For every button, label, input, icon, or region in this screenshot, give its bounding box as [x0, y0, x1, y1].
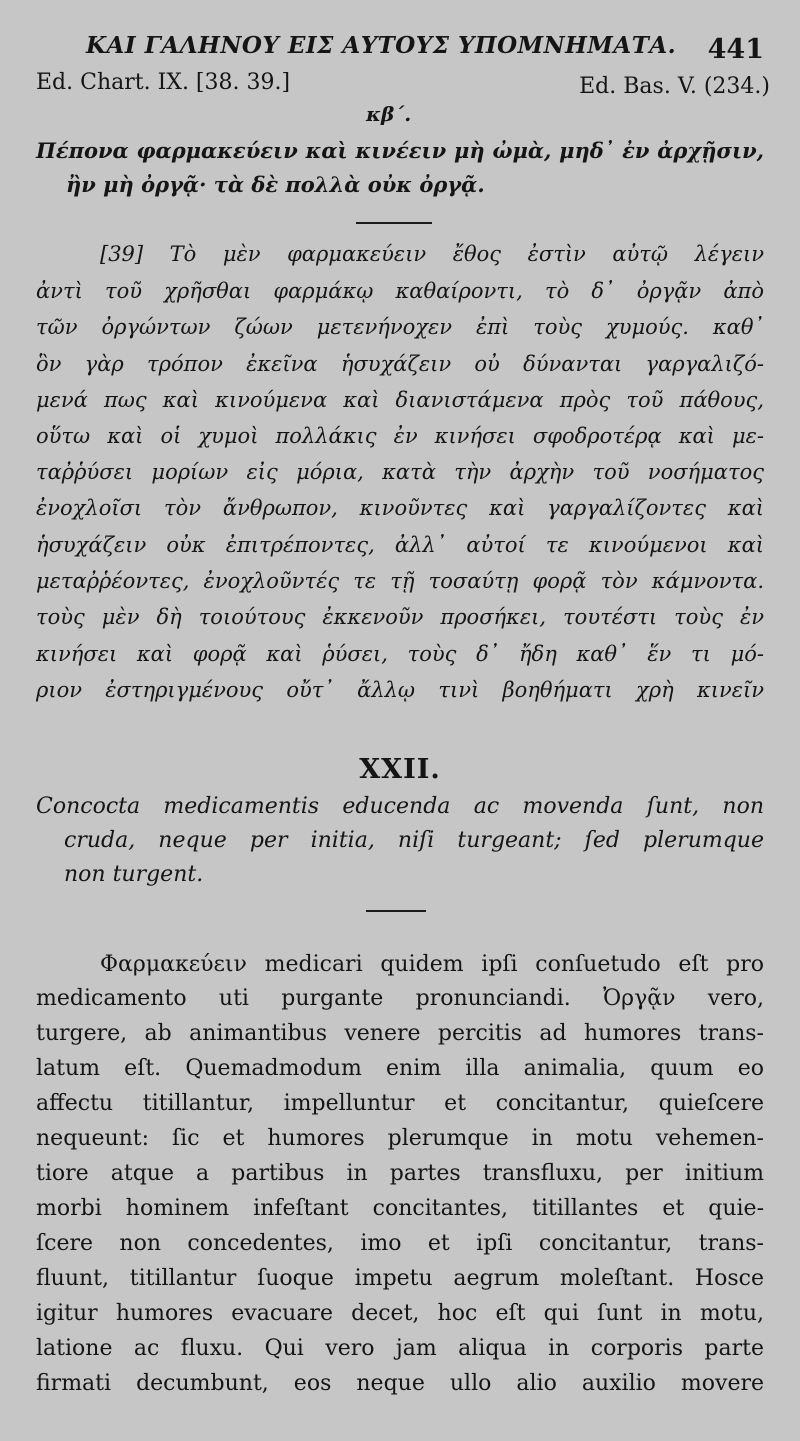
- latin-commentary-line: ſcere non concedentes, imo et ipſi concitantur, trans-: [36, 1231, 764, 1256]
- greek-commentary-line: ἐνοχλοῖσι τὸν ἄνθρωπον, κινοῦντες καὶ γαργαλίζοντες καὶ: [36, 496, 764, 520]
- latin-aphorism-line: Concocta medicamentis educenda ac movenda ſunt, non: [36, 794, 764, 819]
- section-divider: [356, 222, 432, 224]
- latin-commentary-line: igitur humores evacuare decet, hoc eſt qui ſunt in motu,: [36, 1301, 764, 1326]
- latin-commentary-line: morbi hominem infeſtant concitantes, titillantes et quie-: [36, 1196, 764, 1221]
- greek-commentary-line: μενά πως καὶ κινούμενα καὶ διανιστάμενα πρὸς τοῦ πάθους,: [36, 388, 764, 412]
- greek-commentary-line: ὃν γὰρ τρόπον ἐκεῖνα ἡσυχάζειν οὐ δύνανται γαργαλιζό-: [36, 352, 764, 376]
- greek-aphorism-line: Πέπονα φαρμακεύειν καὶ κινέειν μὴ ὠμὰ, μηδ᾽ ἐν ἀρχῇσιν,: [36, 138, 764, 163]
- edition-reference-right: Ed. Bas. V. (234.): [579, 74, 770, 99]
- page-number: 441: [707, 34, 764, 65]
- greek-commentary-line: μεταῤῥέοντες, ἐνοχλοῦντές τε τῇ τοσαύτῃ φορᾷ τὸν κάμνοντα.: [36, 569, 764, 593]
- latin-commentary-line: latum eſt. Quemadmodum enim illa animalia, quum eo: [36, 1056, 764, 1081]
- latin-commentary-line: tiore atque a partibus in partes transfluxu, per initium: [36, 1161, 764, 1186]
- greek-commentary-line: τῶν ὀργώντων ζώων μετενήνοχεν ἐπὶ τοὺς χυμούς. καθ᾽: [36, 315, 764, 339]
- greek-commentary-line: ἀντὶ τοῦ χρῆσθαι φαρμάκῳ καθαίροντι, τὸ δ᾽ ὀργᾷν ἀπὸ: [36, 279, 764, 303]
- greek-aphorism-line: ἢν μὴ ὀργᾷ· τὰ δὲ πολλὰ οὐκ ὀργᾷ.: [66, 172, 485, 197]
- latin-commentary-line: turgere, ab animantibus venere percitis ad humores trans-: [36, 1021, 764, 1046]
- greek-commentary-line: [39] Τὸ μὲν φαρμακεύειν ἔθος ἐστὶν αὐτῷ λέγειν: [100, 242, 764, 266]
- edition-reference-left: Ed. Chart. IX. [38. 39.]: [36, 70, 291, 95]
- latin-commentary-line: firmati decumbunt, eos neque ullo alio auxilio movere: [36, 1371, 764, 1396]
- latin-aphorism-line: cruda, neque per initia, niſi turgeant; ſed plerumque: [64, 828, 764, 853]
- greek-commentary-line: τοὺς μὲν δὴ τοιούτους ἐκκενοῦν προσήκει, τουτέστι τοὺς ἐν: [36, 605, 764, 629]
- greek-commentary-line: ἡσυχάζειν οὐκ ἐπιτρέποντες, ἀλλ᾽ αὐτοί τε κινούμενοι καὶ: [36, 533, 764, 557]
- latin-aphorism-line: non turgent.: [64, 862, 204, 887]
- latin-commentary-line: nequeunt: ſic et humores plerumque in motu vehemen-: [36, 1126, 764, 1151]
- latin-commentary-line: affectu titillantur, impelluntur et concitantur, quieſcere: [36, 1091, 764, 1116]
- latin-commentary-line: latione ac fluxu. Qui vero jam aliqua in corporis parte: [36, 1336, 764, 1361]
- section-divider: [366, 910, 426, 912]
- latin-commentary-line: Φαρμακεύειν medicari quidem ipſi conſuetudo eſt pro: [100, 952, 764, 977]
- latin-commentary-line: fluunt, titillantur ſuoque impetu aegrum moleſtant. Hosce: [36, 1266, 764, 1291]
- section-number: κβ΄.: [366, 102, 412, 126]
- running-title: ΚΑΙ ΓΑΛΗΝΟΥ ΕΙΣ ΑΥΤΟΥΣ ΥΠΟΜΝΗΜΑΤΑ.: [86, 32, 677, 59]
- latin-commentary-line: medicamento uti purgante pronunciandi. Ὀργᾷν vero,: [36, 986, 764, 1011]
- greek-commentary-line: ταῤῥύσει μορίων εἰς μόρια, κατὰ τὴν ἀρχὴν τοῦ νοσήματος: [36, 460, 764, 484]
- greek-commentary-line: κινήσει καὶ φορᾷ καὶ ῥύσει, τοὺς δ᾽ ἤδη καθ᾽ ἕν τι μό-: [36, 642, 764, 666]
- greek-commentary-line: οὕτω καὶ οἱ χυμοὶ πολλάκις ἐν κινήσει σφοδροτέρᾳ καὶ με-: [36, 424, 764, 448]
- greek-commentary-line: ριον ἐστηριγμένους οὔτ᾽ ἄλλῳ τινὶ βοηθήματι χρὴ κινεῖν: [36, 678, 764, 702]
- latin-section-heading: XXII.: [359, 754, 441, 785]
